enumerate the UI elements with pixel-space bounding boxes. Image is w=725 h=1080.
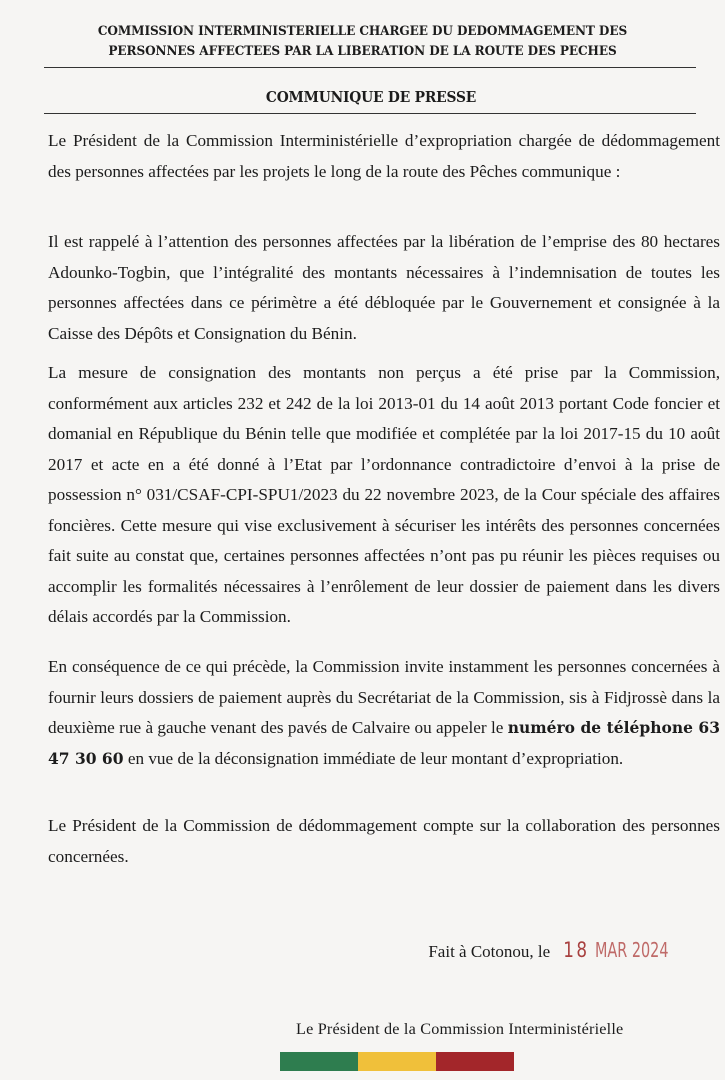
flag-stripe-yellow bbox=[358, 1052, 436, 1071]
paragraph-closing: Le Président de la Commission de dédommagement compte sur la collaboration des personnes concernées. bbox=[48, 816, 720, 866]
benin-flag-bar bbox=[280, 1052, 514, 1071]
signature-title: Le Président de la Commission Interministérielle bbox=[296, 1020, 624, 1038]
subtitle-divider bbox=[44, 113, 696, 114]
date-stamp-day: 18 bbox=[563, 938, 590, 962]
document-header bbox=[25, 22, 699, 62]
paragraph-invitation bbox=[48, 652, 720, 774]
invitation-text-end: en vue de la déconsignation immédiate de leur montant d’expropriation. bbox=[123, 748, 624, 768]
paragraph-legal-basis: La mesure de consignation des montants non perçus a été prise par la Commission, conformément aux articles 232 et 242 de la loi 2013-01 du 14 août 2013 portant Code foncier et domanial en République du Bénin telle que modifiée et complétée par la loi 2017-15 du 10 août 2017 et acte en a été donné à l’Etat par l’ordonnance contradictoire d’envoi à la prise de possession n° 031/CSAF-CPI-SPU1/2023 du 22 novembre 2023, de la Cour spéciale des affaires foncières. Cette mesure qui vise exclusivement à sécuriser les intérêts des personnes concernées fait suite au constat que, certaines personnes affectées n’ont pas pu réunir les pièces requises ou accomplir les formalités nécessaires à l’enrôlement de leur dossier de paiement dans les divers délais accordés par la Commission. bbox=[48, 363, 720, 626]
date-stamp-month-year: MAR 2024 bbox=[594, 938, 669, 962]
invitation-text: En conséquence de ce qui précède, la Commission invite instamment les personnes concernées à fournir leurs dossiers de paiement auprès du Secrétariat de la Commission, sis à Fidjrossè dans la deuxième rue à gauche venant des pavés de Calvaire ou appeler le bbox=[48, 657, 720, 737]
header-title-line-1: COMMISSION INTERMINISTERIELLE CHARGEE DU DEDOMMAGEMENT DES bbox=[97, 24, 628, 39]
place-date bbox=[428, 938, 669, 962]
paragraph-intro: Le Président de la Commission Interministérielle d’expropriation chargée de dédommagement des personnes affectées par les projets le long de la route des Pêches communique : bbox=[48, 131, 720, 181]
flag-stripe-green bbox=[280, 1052, 358, 1071]
paragraph-reminder: Il est rappelé à l’attention des personnes affectées par la libération de l’emprise des 80 hectares Adounko-Togbin, que l’intégralité des montants nécessaires à l’indemnisation de toutes les personnes affectées dans ce périmètre a été débloquée par le Gouvernement et consignée à la Caisse des Dépôts et Consignation du Bénin. bbox=[48, 232, 720, 343]
flag-stripe-red bbox=[436, 1052, 514, 1071]
phone-number: numéro de téléphone 63 47 30 60 bbox=[48, 718, 720, 768]
header-divider bbox=[44, 67, 696, 68]
header-title-line-2: PERSONNES AFFECTEES PAR LA LIBERATION DE LA ROUTE DES PECHES bbox=[108, 44, 617, 59]
document-subtitle: COMMUNIQUE DE PRESSE bbox=[265, 88, 477, 106]
place-label: Fait à Cotonou, le bbox=[428, 942, 551, 961]
